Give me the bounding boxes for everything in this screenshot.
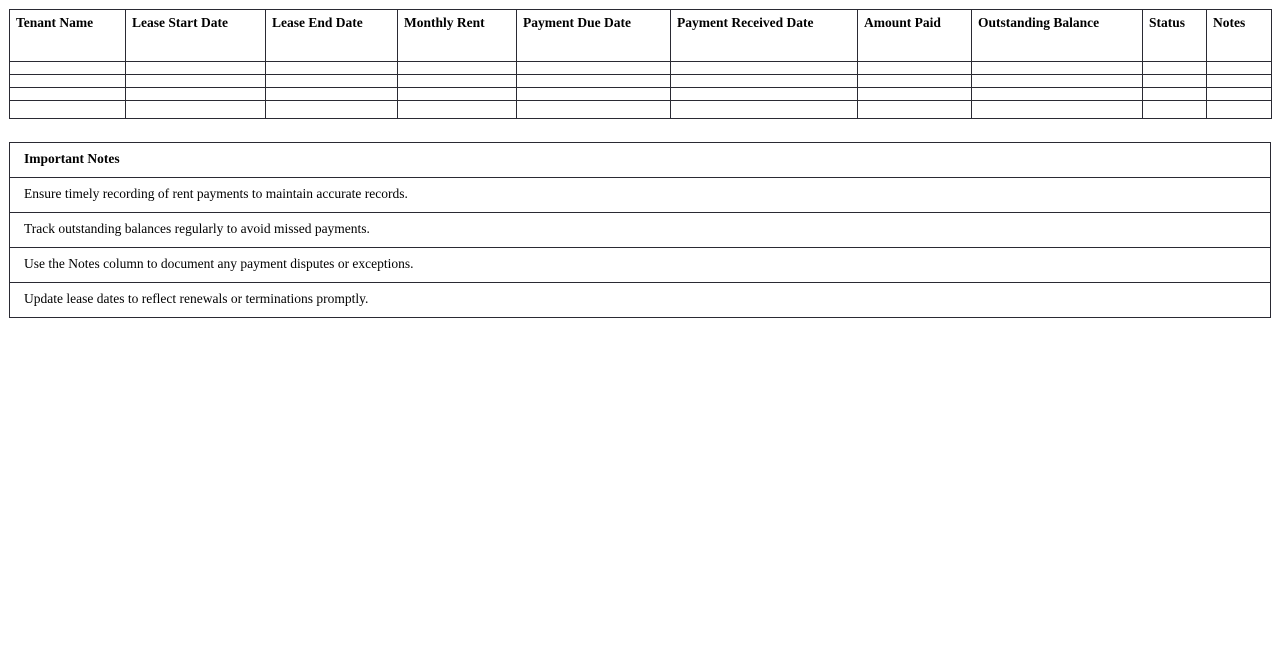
- cell-status[interactable]: [1143, 62, 1207, 75]
- column-header-status: Status: [1143, 10, 1207, 62]
- column-header-lease-start-date: Lease Start Date: [126, 10, 266, 62]
- column-header-notes: Notes: [1207, 10, 1272, 62]
- table-row[interactable]: [10, 88, 1272, 101]
- cell-status[interactable]: [1143, 88, 1207, 101]
- important-notes-section: [9, 142, 1270, 318]
- table-row[interactable]: [10, 101, 1272, 119]
- important-notes-table: [9, 142, 1271, 318]
- list-item: [10, 178, 1271, 213]
- cell-payment-received-date[interactable]: [671, 101, 858, 119]
- cell-lease-end-date[interactable]: [266, 101, 398, 119]
- cell-status[interactable]: [1143, 101, 1207, 119]
- column-header-outstanding-balance: Outstanding Balance: [972, 10, 1143, 62]
- column-header-tenant-name: Tenant Name: [10, 10, 126, 62]
- cell-status[interactable]: [1143, 75, 1207, 88]
- cell-notes[interactable]: [1207, 101, 1272, 119]
- cell-monthly-rent[interactable]: [398, 62, 517, 75]
- table-row[interactable]: [10, 62, 1272, 75]
- cell-monthly-rent[interactable]: [398, 88, 517, 101]
- note-text: Update lease dates to reflect renewals or terminations promptly.: [10, 283, 1271, 318]
- cell-monthly-rent[interactable]: [398, 101, 517, 119]
- cell-payment-received-date[interactable]: [671, 62, 858, 75]
- cell-notes[interactable]: [1207, 88, 1272, 101]
- cell-lease-end-date[interactable]: [266, 62, 398, 75]
- cell-payment-due-date[interactable]: [517, 75, 671, 88]
- column-header-amount-paid: Amount Paid: [858, 10, 972, 62]
- cell-payment-received-date[interactable]: [671, 88, 858, 101]
- list-item: [10, 283, 1271, 318]
- column-header-payment-received-date: Payment Received Date: [671, 10, 858, 62]
- cell-lease-end-date[interactable]: [266, 75, 398, 88]
- note-text: Track outstanding balances regularly to avoid missed payments.: [10, 213, 1271, 248]
- list-item: [10, 248, 1271, 283]
- cell-lease-start-date[interactable]: [126, 101, 266, 119]
- note-text: Use the Notes column to document any payment disputes or exceptions.: [10, 248, 1271, 283]
- cell-lease-end-date[interactable]: [266, 88, 398, 101]
- cell-tenant-name[interactable]: [10, 62, 126, 75]
- cell-payment-due-date[interactable]: [517, 62, 671, 75]
- cell-payment-received-date[interactable]: [671, 75, 858, 88]
- notes-header-row: [10, 143, 1271, 178]
- cell-amount-paid[interactable]: [858, 101, 972, 119]
- cell-amount-paid[interactable]: [858, 62, 972, 75]
- cell-amount-paid[interactable]: [858, 75, 972, 88]
- notes-table-header: Important Notes: [10, 143, 1271, 178]
- cell-amount-paid[interactable]: [858, 88, 972, 101]
- cell-lease-start-date[interactable]: [126, 88, 266, 101]
- cell-tenant-name[interactable]: [10, 88, 126, 101]
- table-header-row: [10, 10, 1272, 62]
- cell-outstanding-balance[interactable]: [972, 75, 1143, 88]
- cell-monthly-rent[interactable]: [398, 75, 517, 88]
- cell-outstanding-balance[interactable]: [972, 88, 1143, 101]
- table-row[interactable]: [10, 75, 1272, 88]
- column-header-payment-due-date: Payment Due Date: [517, 10, 671, 62]
- cell-notes[interactable]: [1207, 75, 1272, 88]
- cell-outstanding-balance[interactable]: [972, 62, 1143, 75]
- column-header-lease-end-date: Lease End Date: [266, 10, 398, 62]
- column-header-monthly-rent: Monthly Rent: [398, 10, 517, 62]
- cell-lease-start-date[interactable]: [126, 75, 266, 88]
- note-text: Ensure timely recording of rent payments to maintain accurate records.: [10, 178, 1271, 213]
- cell-tenant-name[interactable]: [10, 101, 126, 119]
- list-item: [10, 213, 1271, 248]
- cell-payment-due-date[interactable]: [517, 101, 671, 119]
- cell-tenant-name[interactable]: [10, 75, 126, 88]
- cell-lease-start-date[interactable]: [126, 62, 266, 75]
- cell-notes[interactable]: [1207, 62, 1272, 75]
- rent-tracking-table: [9, 9, 1272, 119]
- document-page: [0, 0, 1278, 318]
- cell-outstanding-balance[interactable]: [972, 101, 1143, 119]
- cell-payment-due-date[interactable]: [517, 88, 671, 101]
